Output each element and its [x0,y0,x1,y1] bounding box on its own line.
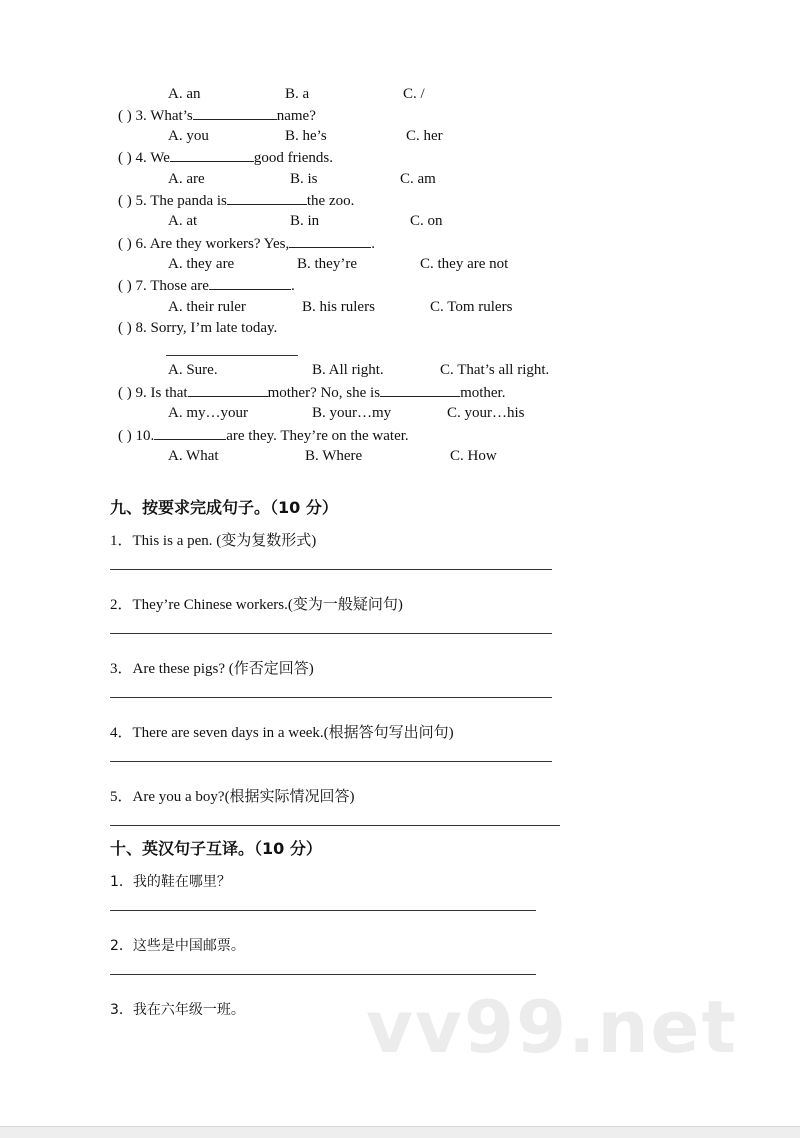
s10-item-3 [110,1000,245,1020]
question-text: are they. They’re on the water. [226,428,409,444]
q9-option-c: C. your…his [447,405,525,421]
q5-option-b: B. in [290,213,320,229]
item-number: 3． [110,1002,133,1018]
item-text: There are seven days in a week.(根据答句写出问句) [132,725,454,741]
q4-option-a: A. are [168,171,205,187]
answer-line [110,974,536,975]
q10-option-a: A. What [168,448,219,464]
question-text: the zoo. [306,193,355,209]
q3-option-b: B. he’s [285,128,327,144]
answer-line [110,633,552,634]
question-text: Sorry, I’m late today. [150,320,278,336]
question-text: What’s [150,108,193,124]
item-text: This is a pen. (变为复数形式) [132,533,317,549]
item-text: 这些是中国邮票。 [132,938,245,954]
answer-blank [154,425,226,440]
q9-option-b: B. your…my [312,405,392,421]
answer-blank [380,382,460,397]
s9-item-2 [110,595,403,615]
question-number: ( ) 10. [118,428,155,444]
question-text: mother? No, she is [267,385,381,401]
q10-option-b: B. Where [305,448,363,464]
s10-item-1 [110,872,231,892]
q6-option-c: C. they are not [420,256,509,272]
item-number: 5． [110,789,133,805]
item-number: 1． [110,874,133,890]
answer-blank [170,147,254,162]
question-8 [118,318,277,338]
section-10-heading: 十、英汉句子互译。（10 分） [110,839,322,858]
question-number: ( ) 4. [118,150,147,166]
question-6 [118,233,375,254]
q7-option-c: C. Tom rulers [430,299,513,315]
s9-item-4 [110,723,454,743]
question-text: Are they workers? Yes, [149,236,290,252]
s9-item-3 [110,659,314,679]
question-7 [118,275,295,296]
q2-option-b: B. a [285,86,310,102]
q3-option-a: A. you [168,128,209,144]
section-9-heading: 九、按要求完成句子。（10 分） [110,498,338,517]
question-4 [118,147,333,168]
q8-option-a: A. Sure. [168,362,218,378]
question-text: Is that [150,385,188,401]
question-number: ( ) 7. [118,278,147,294]
answer-line [110,697,552,698]
answer-blank [227,190,307,205]
item-number: 1． [110,533,133,549]
answer-blank [209,275,291,290]
question-text: . [371,236,375,252]
q2-option-a: A. an [168,86,201,102]
q6-option-b: B. they’re [297,256,357,272]
watermark: vv99.net [366,985,738,1069]
question-text: good friends. [253,150,334,166]
question-number: ( ) 8. [118,320,147,336]
page-bottom-edge [0,1126,800,1138]
q6-option-a: A. they are [168,256,235,272]
item-text: 我的鞋在哪里？ [132,874,231,890]
q8-option-c: C. That’s all right. [440,362,550,378]
question-10 [118,425,409,446]
answer-line [110,910,536,911]
question-5 [118,190,354,211]
question-text: Those are [150,278,209,294]
item-number: 2． [110,938,133,954]
item-text: 我在六年级一班。 [132,1002,245,1018]
item-text: Are you a boy?(根据实际情况回答) [132,789,355,805]
q3-option-c: C. her [406,128,443,144]
q8-option-b: B. All right. [312,362,384,378]
item-text: Are these pigs? (作否定回答) [132,661,314,677]
q10-option-c: C. How [450,448,497,464]
q7-option-b: B. his rulers [302,299,375,315]
q2-option-c: C. / [403,86,425,102]
answer-blank [188,382,268,397]
question-text: mother. [460,385,506,401]
q4-option-b: B. is [290,171,318,187]
q5-option-c: C. on [410,213,443,229]
question-number: ( ) 6. [118,236,147,252]
answer-line [110,569,552,570]
q9-option-a: A. my…your [168,405,248,421]
item-number: 2． [110,597,133,613]
question-number: ( ) 3. [118,108,147,124]
answer-line [110,825,560,826]
s9-item-5 [110,787,355,807]
question-number: ( ) 5. [118,193,147,209]
question-text: name? [276,108,316,124]
q4-option-c: C. am [400,171,436,187]
s9-item-1 [110,531,316,551]
s10-item-2 [110,936,245,956]
item-text: They’re Chinese workers.(变为一般疑问句) [132,597,403,613]
question-3 [118,105,316,126]
answer-blank [193,105,277,120]
question-text: The panda is [150,193,227,209]
q7-option-a: A. their ruler [168,299,246,315]
question-number: ( ) 9. [118,385,147,401]
item-number: 3． [110,661,133,677]
question-9 [118,382,505,403]
question-text: We [150,150,170,166]
question-text: . [290,278,295,294]
answer-blank [289,233,371,248]
answer-blank [166,355,298,356]
q5-option-a: A. at [168,213,198,229]
answer-line [110,761,552,762]
item-number: 4． [110,725,133,741]
